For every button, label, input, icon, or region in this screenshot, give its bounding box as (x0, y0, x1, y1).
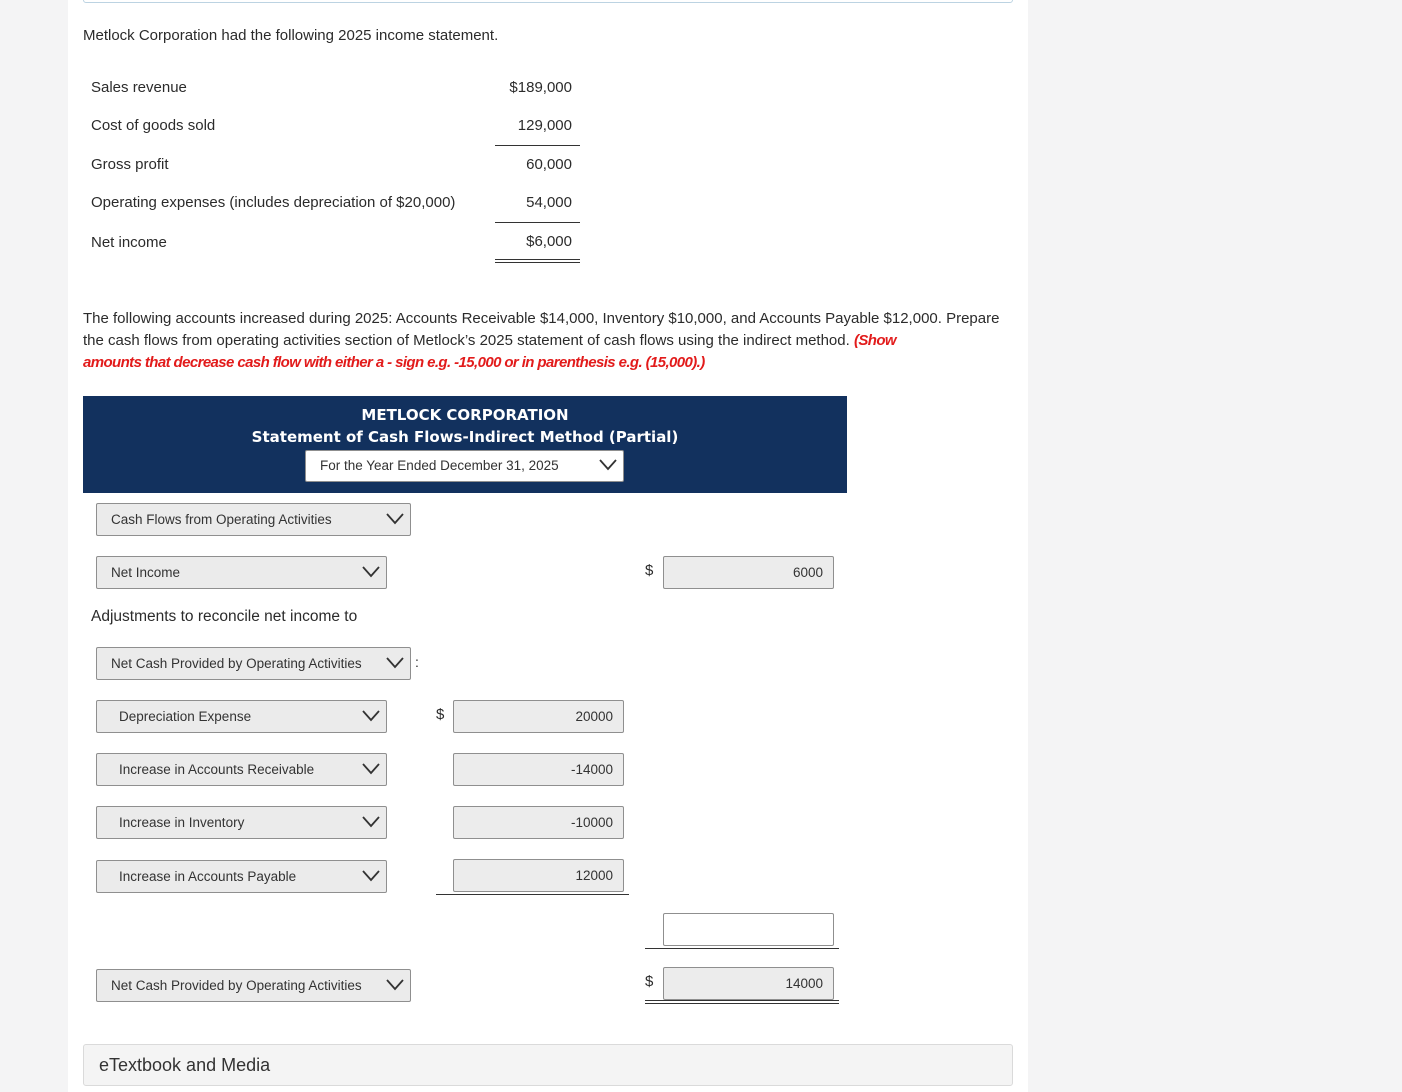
income-label: Operating expenses (includes depreciation of $20,000) (91, 194, 456, 211)
currency-symbol: $ (436, 706, 445, 723)
adjustment-input[interactable]: 20000 (453, 700, 624, 733)
hint-text-2: amounts that decrease cash flow with either a - sign e.g. -15,000 or in parenthesis e.g. (15,000).) (83, 354, 705, 371)
subtotal-rule (495, 222, 580, 223)
statement-title: Statement of Cash Flows-Indirect Method (Partial) (251, 428, 679, 446)
adjustment-select[interactable] (96, 806, 387, 839)
period-select-value: For the Year Ended December 31, 2025 (320, 458, 559, 473)
adjustment-select-value: Increase in Accounts Receivable (119, 762, 315, 777)
income-value: 54,000 (526, 194, 572, 211)
net-income-select[interactable] (96, 556, 387, 589)
statement-header (83, 396, 847, 493)
income-value: $6,000 (526, 233, 572, 250)
etextbook-media-link[interactable]: eTextbook and Media (83, 1044, 1013, 1086)
adjustment-input[interactable]: -14000 (453, 753, 624, 786)
adjustment-select[interactable] (96, 860, 387, 893)
chevron-down-icon (362, 710, 380, 722)
adjustment-select-value: Increase in Inventory (119, 815, 245, 830)
currency-symbol: $ (645, 562, 654, 579)
income-label: Gross profit (91, 156, 169, 173)
question-body: The following accounts increased during 2025: Accounts Receivable $14,000, Inventory $10,000, and Accounts Payable $12,000. Prepare the cash flows from operating activities section of Metlock’s 2025 statement of cash flows using the indirect method. (83, 310, 1000, 349)
reconcile-select[interactable] (96, 647, 411, 680)
total-adjustments-rule (645, 948, 839, 949)
chevron-down-icon (599, 459, 617, 471)
income-value: 129,000 (517, 117, 572, 134)
chevron-down-icon (386, 979, 404, 991)
top-panel-edge (83, 0, 1013, 3)
income-label: Cost of goods sold (91, 117, 216, 134)
net-income-select-value: Net Income (111, 565, 181, 580)
company-name: METLOCK CORPORATION (361, 406, 569, 424)
net-cash-input[interactable]: 14000 (663, 967, 834, 1000)
subtotal-rule (495, 145, 580, 146)
question-text (83, 308, 1008, 374)
adjustment-select-value: Increase in Accounts Payable (119, 869, 297, 884)
chevron-down-icon (362, 870, 380, 882)
income-label: Sales revenue (91, 79, 187, 96)
intro-text: Metlock Corporation had the following 2025 income statement. (83, 27, 499, 44)
section-select-value: Cash Flows from Operating Activities (111, 512, 332, 527)
total-double-rule (495, 259, 580, 263)
hint-text-1: (Show (853, 332, 896, 349)
net-cash-select-value: Net Cash Provided by Operating Activities (111, 978, 362, 993)
income-label: Net income (91, 234, 167, 251)
adjustment-select[interactable] (96, 753, 387, 786)
chevron-down-icon (386, 657, 404, 669)
net-income-input[interactable]: 6000 (663, 556, 834, 589)
adjustment-input[interactable]: -10000 (453, 806, 624, 839)
adjustment-select[interactable] (96, 700, 387, 733)
adjustment-select-value: Depreciation Expense (119, 709, 252, 724)
currency-symbol: $ (645, 973, 654, 990)
adjustments-subtotal-rule (436, 894, 629, 895)
reconcile-colon: : (415, 654, 419, 670)
total-adjustments-input[interactable] (663, 913, 834, 946)
period-select[interactable] (305, 450, 624, 482)
reconcile-select-value: Net Cash Provided by Operating Activities (111, 656, 362, 671)
chevron-down-icon (362, 816, 380, 828)
chevron-down-icon (386, 513, 404, 525)
adjustment-input[interactable]: 12000 (453, 859, 624, 892)
adjustments-label: Adjustments to reconcile net income to (91, 608, 358, 625)
section-select[interactable] (96, 503, 411, 536)
chevron-down-icon (362, 763, 380, 775)
net-cash-double-rule (645, 1000, 839, 1004)
net-cash-select[interactable] (96, 969, 411, 1002)
chevron-down-icon (362, 566, 380, 578)
income-value: $189,000 (509, 79, 572, 96)
income-value: 60,000 (526, 156, 572, 173)
